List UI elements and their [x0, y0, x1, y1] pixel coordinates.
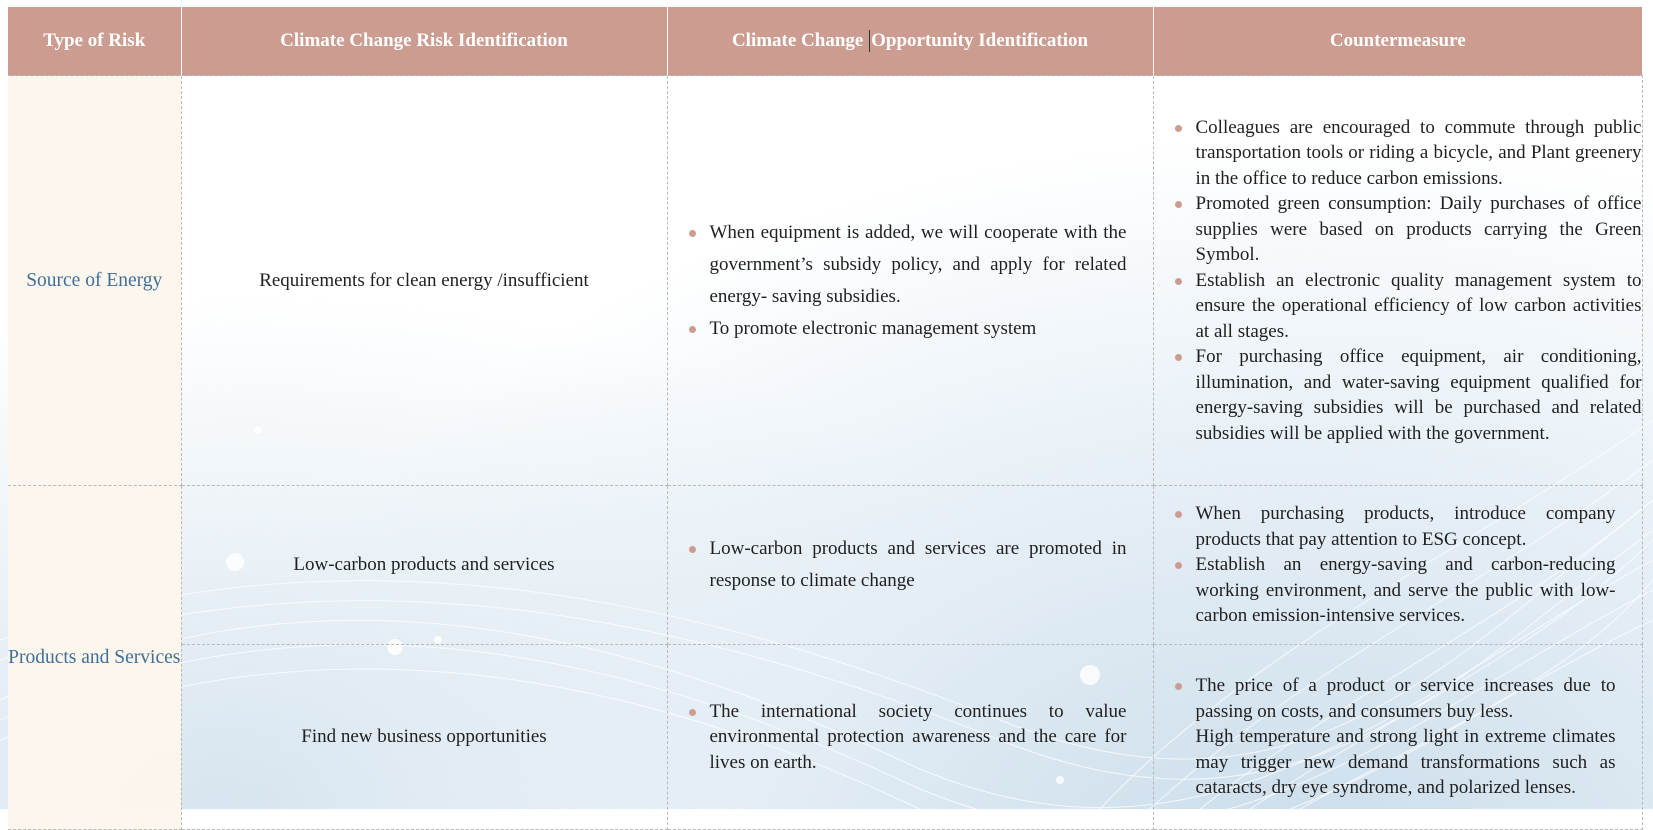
countermeasure-item: Establish an electronic quality management system to ensure the operational efficiency of low carbon activities at all stages.	[1174, 268, 1642, 345]
table-row	[8, 76, 1642, 486]
risk-identification-cell: Find new business opportunities	[181, 645, 667, 830]
header-opportunity-part2: Opportunity Identification	[871, 29, 1089, 51]
risk-type-source-of-energy: Source of Energy	[8, 76, 181, 486]
opportunity-item: When equipment is added, we will cooperate with the government’s subsidy policy, and apply for related energy- saving subsidies.	[688, 217, 1127, 313]
countermeasure-cell	[1153, 76, 1642, 486]
table-row	[8, 486, 1642, 645]
header-countermeasure: Countermeasure	[1153, 7, 1642, 76]
opportunity-cell	[667, 645, 1153, 830]
climate-risk-table	[8, 7, 1643, 830]
opportunity-cell	[667, 76, 1153, 486]
risk-identification-cell: Requirements for clean energy /insufficient	[181, 76, 667, 486]
countermeasure-item: High temperature and strong light in extreme climates may trigger new demand transformations such as cataracts, dry eye syndrome, and polarized lenses.	[1195, 726, 1616, 799]
countermeasure-cell	[1153, 486, 1642, 645]
opportunity-item: Low-carbon products and services are promoted in response to climate change	[688, 533, 1127, 597]
text-cursor	[869, 30, 870, 52]
countermeasure-item: Promoted green consumption: Daily purchases of office supplies were based on products carrying the Green Symbol.	[1174, 191, 1642, 268]
risk-identification-cell: Low-carbon products and services	[181, 486, 667, 645]
countermeasure-item: Colleagues are encouraged to commute through public transportation tools or riding a bicycle, and Plant greenery in the office to reduce carbon emissions.	[1174, 115, 1642, 192]
header-risk-identification: Climate Change Risk Identification	[181, 7, 667, 76]
opportunity-item: To promote electronic management system	[688, 313, 1127, 345]
table-row	[8, 645, 1642, 830]
countermeasure-item: When purchasing products, introduce company products that pay attention to ESG concept.	[1174, 501, 1616, 552]
risk-type-products-and-services: Products and Services	[8, 486, 181, 830]
countermeasure-cell	[1153, 645, 1642, 830]
header-type-of-risk: Type of Risk	[8, 7, 181, 76]
countermeasure-item: The price of a product or service increases due to passing on costs, and consumers buy less.	[1174, 673, 1616, 724]
header-opportunity-identification	[667, 7, 1153, 76]
header-opportunity-part1: Climate Change	[731, 29, 864, 51]
table-header-row	[8, 7, 1642, 76]
opportunity-cell	[667, 486, 1153, 645]
countermeasure-item: Establish an energy-saving and carbon-reducing working environment, and serve the public with low-carbon emission-intensive services.	[1174, 552, 1616, 629]
opportunity-item: The international society continues to value environmental protection awareness and the care for lives on earth.	[688, 699, 1127, 776]
countermeasure-item: For purchasing office equipment, air conditioning, illumination, and water-saving equipment qualified for energy-saving subsidies will be purchased and related subsidies will be applied with the government.	[1174, 344, 1642, 446]
